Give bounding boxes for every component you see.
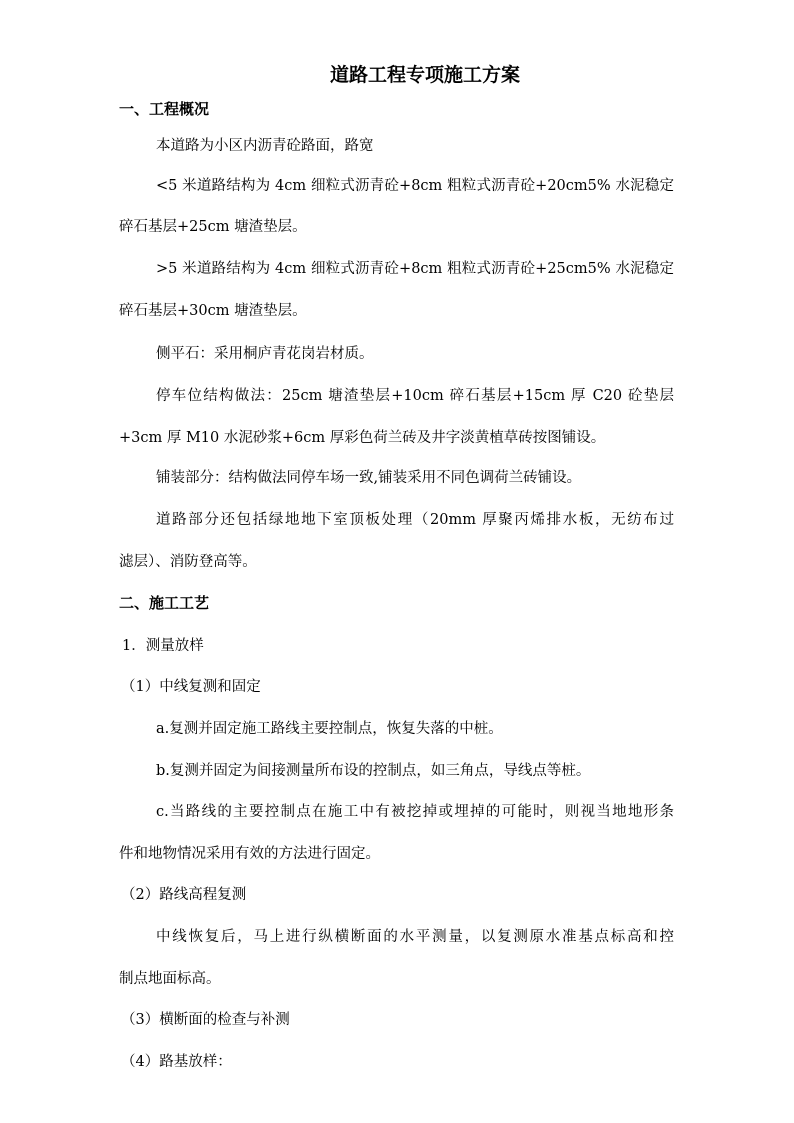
paragraph-line: 铺装部分：结构做法同停车场一致,铺装采用不同色调荷兰砖铺设。 — [156, 470, 582, 486]
paragraph-line: 侧平石：采用桐庐青花岗岩材质。 — [156, 346, 374, 362]
paragraph-line: b.复测并固定为间接测量所布设的控制点，如三角点，导线点等桩。 — [156, 763, 591, 779]
paragraph-line: 中线恢复后，马上进行纵横断面的水平测量，以复测原水准基点标高和控 — [156, 929, 674, 945]
item-heading: （1）中线复测和固定 — [121, 679, 261, 695]
paragraph-line: 制点地面标高。 — [119, 971, 221, 987]
paragraph-line: <5 米道路结构为 4cm 细粒式沥青砼+8cm 粗粒式沥青砼+20cm5% 水泥稳定 — [156, 178, 674, 194]
section-heading-overview: 一、工程概况 — [119, 100, 210, 118]
document-title: 道路工程专项施工方案 — [330, 64, 521, 86]
paragraph-line: +3cm 厚 M10 水泥砂浆+6cm 厚彩色荷兰砖及井字淡黄植草砖按图铺设。 — [119, 430, 606, 446]
paragraph-line: c.当路线的主要控制点在施工中有被挖掉或埋掉的可能时，则视当地地形条 — [156, 804, 674, 820]
paragraph-line: 件和地物情况采用有效的方法进行固定。 — [119, 846, 380, 862]
paragraph-line: 碎石基层+30cm 塘渣垫层。 — [119, 303, 307, 319]
paragraph-line: >5 米道路结构为 4cm 细粒式沥青砼+8cm 粗粒式沥青砼+25cm5% 水泥稳定 — [156, 261, 674, 277]
item-heading: （3）横断面的检查与补测 — [121, 1012, 290, 1028]
paragraph-line: 碎石基层+25cm 塘渣垫层。 — [119, 219, 307, 235]
paragraph-line: 道路部分还包括绿地地下室顶板处理（20mm 厚聚丙烯排水板，无纺布过 — [156, 512, 674, 528]
paragraph-line: 本道路为小区内沥青砼路面，路宽 — [156, 138, 374, 154]
item-heading: （2）路线高程复测 — [121, 887, 247, 903]
subsection-heading: 1．测量放样 — [122, 638, 204, 654]
paragraph-line: a.复测并固定施工路线主要控制点，恢复失落的中桩。 — [156, 721, 503, 737]
paragraph-line: 滤层）、消防登高等。 — [119, 554, 257, 570]
item-heading: （4）路基放样： — [121, 1054, 232, 1070]
paragraph-line: 停车位结构做法：25cm 塘渣垫层+10cm 碎石基层+15cm 厚 C20 砼垫层 — [156, 388, 674, 404]
section-heading-process: 二、施工工艺 — [119, 594, 210, 612]
